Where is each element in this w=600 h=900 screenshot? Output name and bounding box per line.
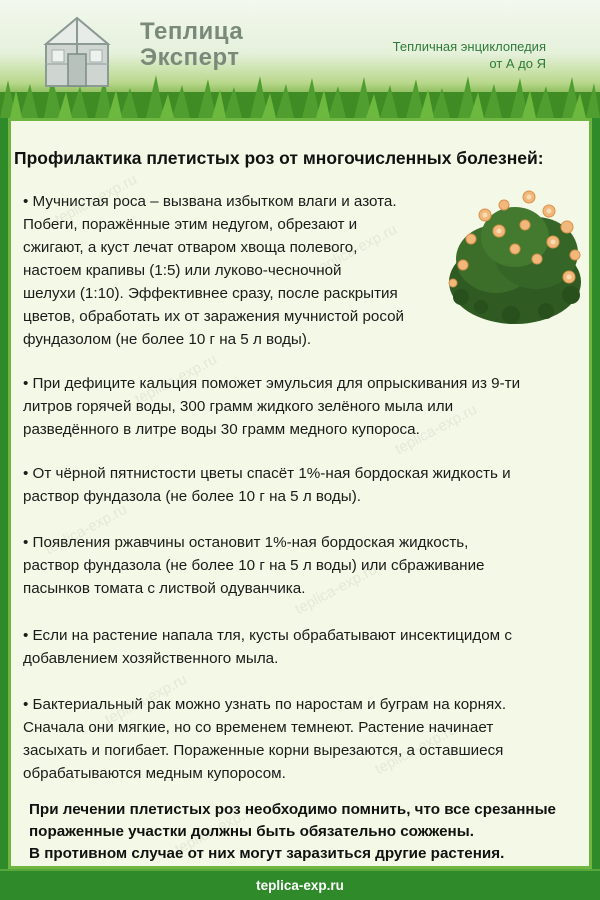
text-line: литров горячей воды, 300 грамм жидкого зелёного мыла или [23, 398, 454, 415]
watermark: teplica-exp.ru [172, 800, 260, 859]
header [0, 0, 600, 118]
watermark: teplica-exp.ru [292, 560, 380, 619]
watermark: teplica-exp.ru [42, 500, 130, 559]
text-line: • От чёрной пятнистости цветы спасёт 1%-ная бордоская жидкость и [23, 465, 511, 482]
text-line: фундазолом (не более 10 г на 5 л воды). [23, 331, 312, 348]
watermark: teplica-exp.ru [102, 670, 190, 729]
watermark: teplica-exp.ru [392, 400, 480, 459]
text-line: • Мучнистая роса – вызвана избытком влаги и азота. [23, 193, 397, 210]
text-line: Побеги, поражённые этим недугом, обрезают и [23, 216, 358, 233]
text-line: настоем крапивы (1:5) или луково-чесночной [23, 262, 342, 279]
text-line: • При дефиците кальция поможет эмульсия для опрыскивания из 9-ти [23, 375, 521, 392]
text-line: • Бактериальный рак можно узнать по наростам и буграм на корнях. [23, 696, 507, 713]
text-line: Сначала они мягкие, но со временем темнеют. Растение начинает [23, 719, 494, 736]
text-line: шелухи (1:10). Эффективнее сразу, после раскрытия [23, 285, 398, 302]
warning-note [29, 799, 589, 865]
paragraph-calcium-deficiency [23, 372, 583, 441]
paragraph-black-spot [23, 462, 583, 508]
paragraph-bacterial-cancer [23, 693, 588, 785]
text-line: • Если на растение напала тля, кусты обрабатывают инсектицидом с [23, 627, 512, 644]
article-title: Профилактика плетистых роз от многочисленных болезней: [14, 148, 544, 168]
watermark: teplica-exp.ru [52, 170, 140, 229]
footer-site-link[interactable]: teplica-exp.ru [256, 878, 344, 893]
text-line: пасынков томата с листвой одуванчика. [23, 580, 306, 597]
logo-title-line1: Теплица [140, 18, 244, 45]
text-line: засыхать и погибает. Пораженные корни вырезаются, а оставшиеся [23, 742, 504, 759]
text-line: сжигают, а куст лечат отваром хвоща полевого, [23, 239, 358, 256]
footer [0, 869, 600, 900]
rose-bush-image [441, 187, 589, 327]
warning-line: При лечении плетистых роз необходимо помнить, что все срезанные [29, 801, 556, 818]
text-line: раствор фундазола (не более 10 г на 5 л воды) или сбраживание [23, 557, 485, 574]
watermark: teplica-exp.ru [372, 720, 460, 779]
paragraph-rust [23, 531, 583, 600]
paragraph-powdery-mildew [23, 190, 443, 351]
warning-line: В противном случае от них могут заразиться другие растения. [29, 845, 505, 862]
watermark: teplica-exp.ru [132, 350, 220, 409]
paragraph-aphids [23, 624, 583, 670]
tagline-line2: от А до Я [489, 56, 546, 71]
text-line: добавлением хозяйственного мыла. [23, 650, 279, 667]
warning-line: пораженные участки должны быть обязательно сожжены. [29, 823, 474, 840]
text-line: цветов, обработать их от заражения мучнистой росой [23, 308, 405, 325]
text-line: • Появления ржавчины остановит 1%-ная бордоская жидкость, [23, 534, 469, 551]
greenhouse-icon [42, 14, 112, 90]
text-line: обрабатываются медным купоросом. [23, 765, 286, 782]
text-line: разведённого в литре воды 30 грамм медного купороса. [23, 421, 420, 438]
logo-title-line2: Эксперт [140, 44, 240, 71]
watermark: teplica-exp.ru [312, 220, 400, 279]
text-line: раствор фундазола (не более 10 г на 5 л воды). [23, 488, 361, 505]
article-card [8, 118, 592, 869]
tagline-line1: Тепличная энциклопедия [392, 39, 546, 54]
